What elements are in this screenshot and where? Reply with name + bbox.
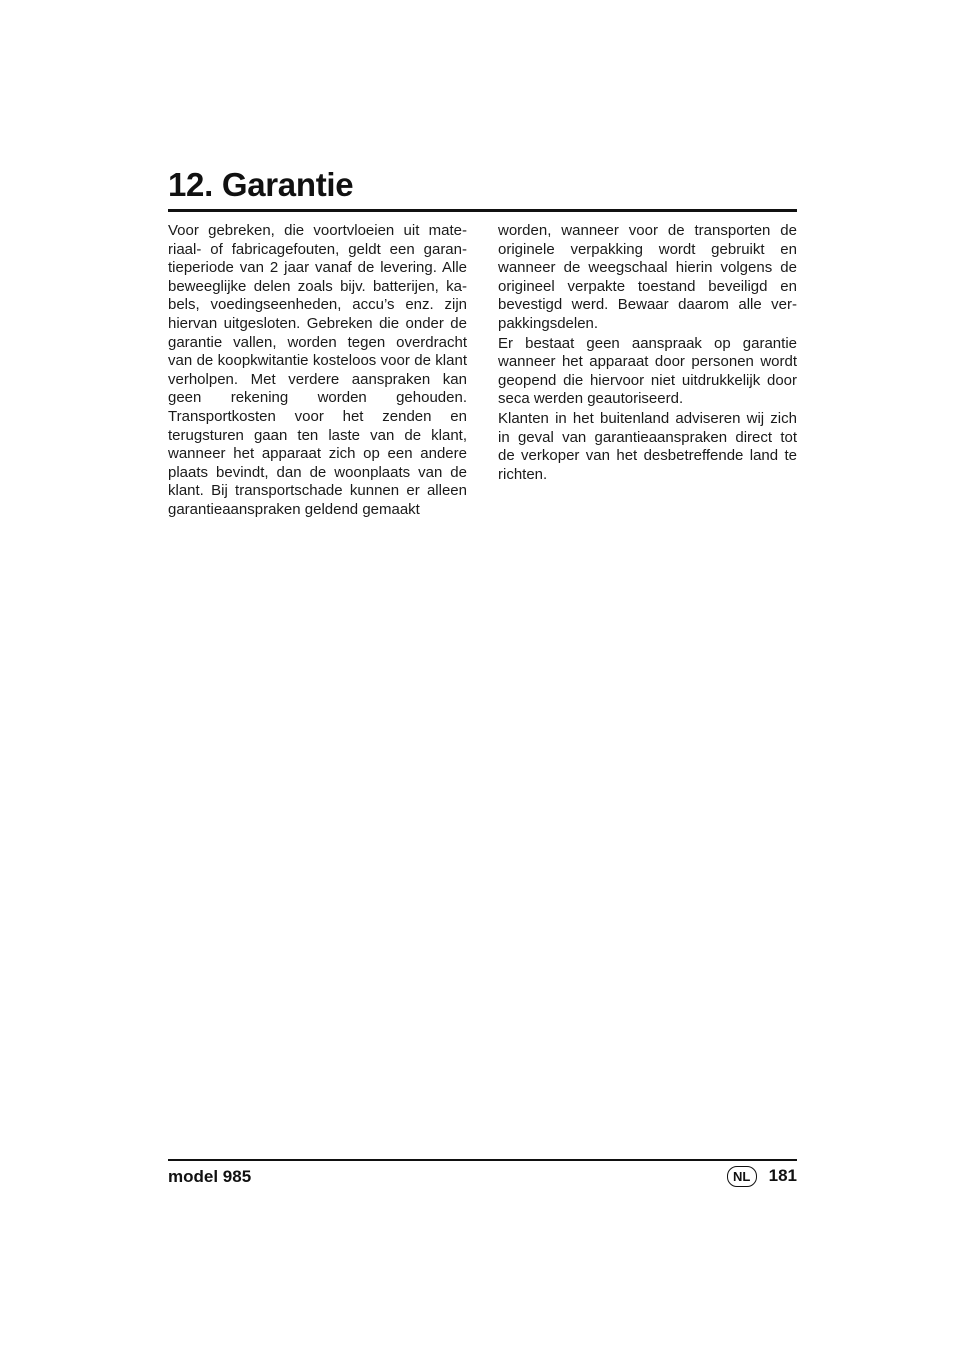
- language-badge: NL: [727, 1166, 757, 1187]
- footer-model-label: model 985: [168, 1167, 252, 1186]
- footer-divider: [168, 1159, 797, 1161]
- paragraph: Voor gebreken, die voortvloeien uit materiaal- of fabricagefouten, geldt een garantieperiode van 2 jaar vanaf de levering. Alle beweeglijke delen zoals bijv. batterijen, kabels, voedingseenheden, accu’s enz. zijn hiervan uitgesloten. Gebreken die onder de garantie vallen, worden tegen overdracht van de koopkwitantie kosteloos voor de klant verholpen. Met verdere aanspraken kan geen rekening worden gehouden. Transportkosten voor het zenden en terugsturen gaan ten laste van de klant, wanneer het apparaat zich op een andere plaats bevindt, dan de woonplaats van de klant. Bij transportschade kunnen er alleen garantieaanspraken geldend gemaakt: [168, 222, 467, 518]
- page-number: 181: [768, 1166, 797, 1185]
- page-title: 12. Garantie: [168, 166, 354, 203]
- text-column-right: [498, 222, 797, 485]
- title-divider: [168, 209, 797, 212]
- footer-right: [727, 1165, 797, 1187]
- paragraph: worden, wanneer voor de transporten de originele verpakking wordt gebruikt en wanneer de weegschaal hierin volgens de origineel verpakte toestand beveiligd en bevestigd werd. Bewaar daarom alle verpakkingsdelen.: [498, 222, 797, 332]
- paragraph: Er bestaat geen aanspraak op garantie wanneer het apparaat door personen wordt geopend die hiervoor niet uitdrukkelijk door seca werden geautoriseerd.: [498, 334, 797, 408]
- paragraph: Klanten in het buitenland adviseren wij zich in geval van garantieaanspraken direct tot de verkoper van het desbetreffende land te richten.: [498, 409, 797, 483]
- text-column-left: [168, 222, 467, 521]
